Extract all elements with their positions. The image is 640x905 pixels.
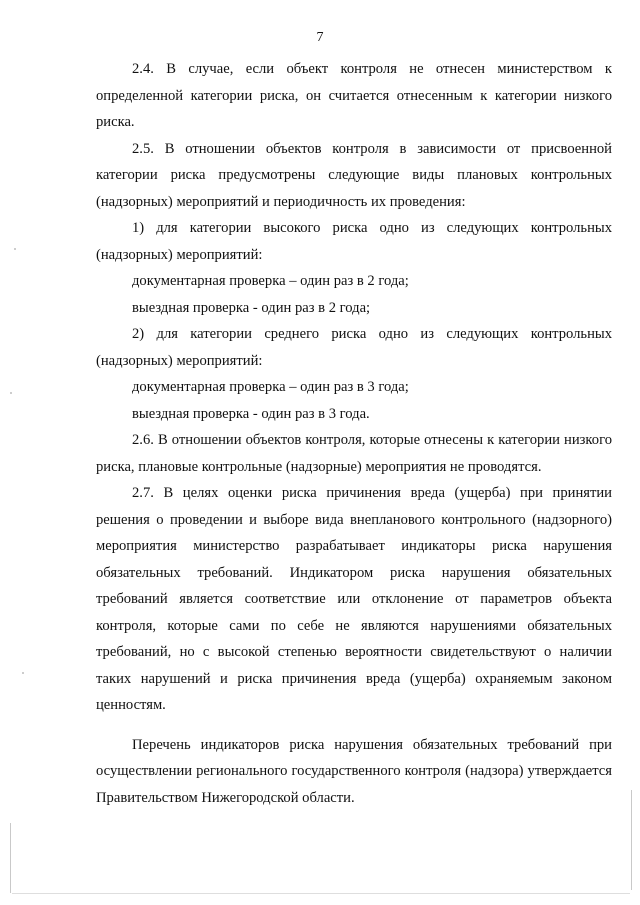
scan-edge-right [631, 790, 632, 890]
scan-speck [22, 672, 24, 674]
paragraph-2-7: 2.7. В целях оценки риска причинения вреда (ущерба) при принятии решения о проведении и выборе вида внепланового контрольного (надзорного) мероприятия министерство разрабатывает индикаторы риска нарушения обязательных требований. Индикатором риска нарушения обязательных требований является соответствие или отклонение от параметров объекта контроля, которые сами по себе не являются нарушениями обязательных требований, но с высокой степенью вероятности свидетельствуют о наличии таких нарушений и риска причинения вреда (ущерба) охраняемым законом ценностям. [96, 485, 612, 713]
list-item-medium-risk: 2) для категории среднего риска одно из следующих контрольных (надзорных) мероприятий: [96, 326, 612, 369]
document-body [96, 56, 612, 811]
list-item-field-check-2y: выездная проверка - один раз в 2 года; [132, 299, 371, 316]
list-item-documentary-check-3y: документарная проверка – один раз в 3 года; [132, 379, 409, 395]
scan-edge-bottom [12, 893, 630, 894]
scan-speck [10, 392, 12, 394]
page-number: 7 [316, 30, 324, 45]
paragraph-2-6: 2.6. В отношении объектов контроля, которые отнесены к категории низкого риска, плановые контрольные (надзорные) мероприятия не проводятся. [96, 432, 612, 475]
paragraph-2-5: 2.5. В отношении объектов контроля в зависимости от присвоенной категории риска предусмотрены следующие виды плановых контрольных (надзорных) мероприятий и периодичность их проведения: [96, 140, 612, 210]
list-item-high-risk: 1) для категории высокого риска одно из следующих контрольных (надзорных) мероприятий: [96, 220, 612, 263]
list-item-documentary-check-2y: документарная проверка – один раз в 2 года; [132, 273, 409, 289]
list-item-field-check-3y: выездная проверка - один раз в 3 года. [132, 405, 370, 422]
scan-speck [14, 248, 16, 250]
scan-edge-left [10, 823, 11, 893]
paragraph-indicators-list: Перечень индикаторов риска нарушения обязательных требований при осуществлении регионального государственного контроля (надзора) утверждается Правительством Нижегородской области. [96, 736, 612, 806]
paragraph-2-4: 2.4. В случае, если объект контроля не отнесен министерством к определенной категории риска, он считается отнесенным к категории низкого риска. [96, 61, 612, 130]
